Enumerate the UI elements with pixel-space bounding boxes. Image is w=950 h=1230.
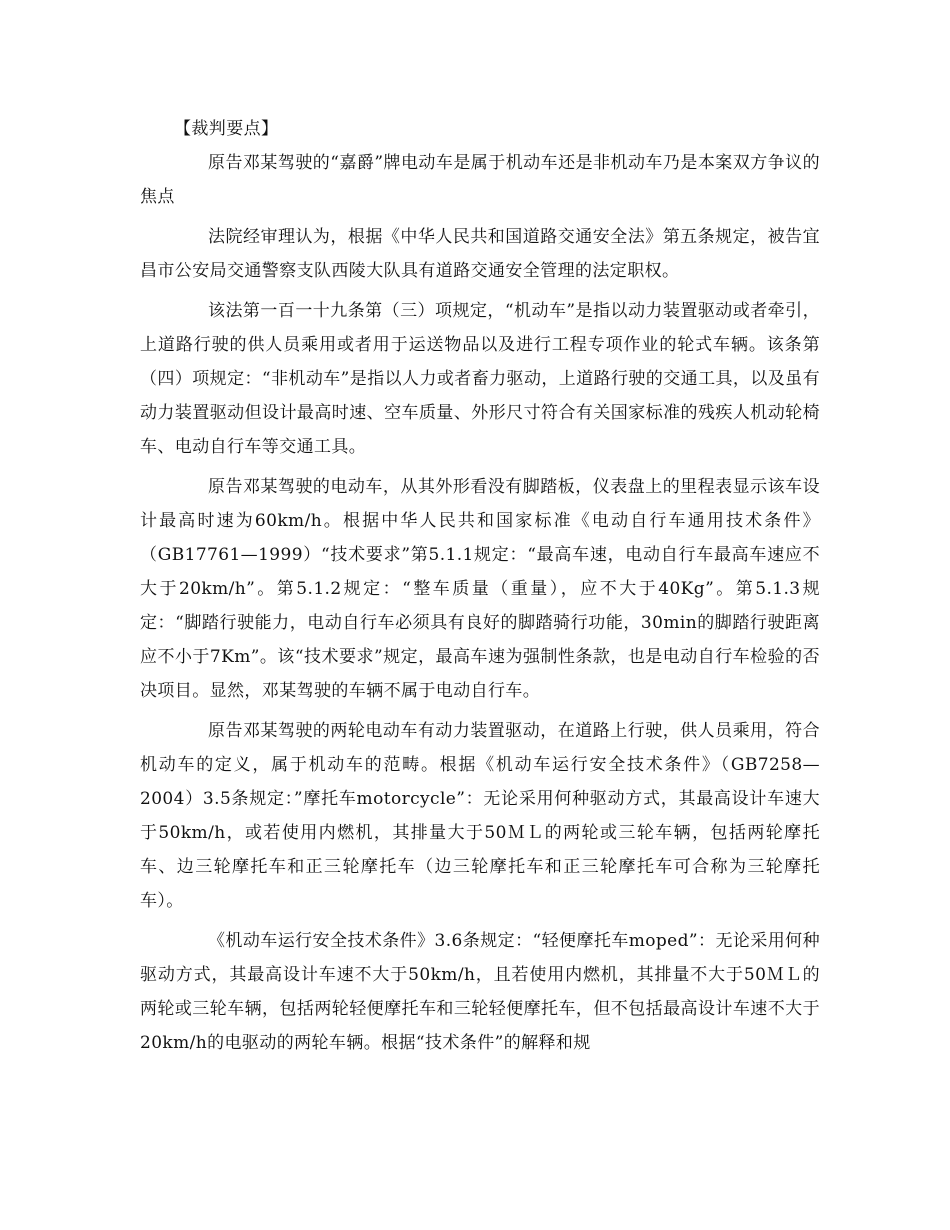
paragraph-dispute-focus: 原告邓某驾驶的“嘉爵”牌电动车是属于机动车还是非机动车乃是本案双方争议的焦点: [140, 153, 820, 207]
section-heading: 【裁判要点】: [174, 119, 279, 139]
paragraph-moped-definition: 《机动车运行安全技术条件》3.6条规定：“轻便摩托车moped”：无论采用何种驱动方式，其最高设计车速不大于50km/h，且若使用内燃机，其排量不大于50ＭＬ的两轮或三轮车辆，包括两轮轻便摩托车和三轮轻便摩托车，但不包括最高设计车速不大于20km/h的电驱动的两轮车辆。根据“技术条件”的解释和规: [140, 931, 820, 1053]
document-body: [140, 112, 820, 1066]
paragraph-court-authority: 法院经审理认为，根据《中华人民共和国道路交通安全法》第五条规定，被告宜昌市公安局交通警察支队西陵大队具有道路交通安全管理的法定职权。: [140, 227, 820, 281]
paragraph-motorcycle-definition: 原告邓某驾驶的两轮电动车有动力装置驱动，在道路上行驶，供人员乘用，符合机动车的定义，属于机动车的范畴。根据《机动车运行安全技术条件》（GB7258—2004）3.5条规定：”摩托车motorcycle”：无论采用何种驱动方式，其最高设计车速大于50km/h，或若使用内燃机，其排量大于50ＭＬ的两轮或三轮车辆，包括两轮摩托车、边三轮摩托车和正三轮摩托车（边三轮摩托车和正三轮摩托车可合称为三轮摩托车）。: [140, 721, 820, 911]
paragraph-vehicle-definitions: 该法第一百一十九条第（三）项规定，“机动车”是指以动力装置驱动或者牵引，上道路行驶的供人员乘用或者用于运送物品以及进行工程专项作业的轮式车辆。该条第（四）项规定：“非机动车”是指以人力或者畜力驱动，上道路行驶的交通工具，以及虽有动力装置驱动但设计最高时速、空车质量、外形尺寸符合有关国家标准的残疾人机动轮椅车、电动自行车等交通工具。: [140, 301, 820, 457]
paragraph-electric-bicycle-standard: 原告邓某驾驶的电动车，从其外形看没有脚踏板，仪表盘上的里程表显示该车设计最高时速为60km/h。根据中华人民共和国家标准《电动自行车通用技术条件》（GB17761—1999）“技术要求”第5.1.1规定：“最高车速，电动自行车最高车速应不大于20km/h”。第5.1.2规定：“整车质量（重量），应不大于40Kg”。第5.1.3规定：“脚踏行驶能力，电动自行车必须具有良好的脚踏骑行功能，30min的脚踏行驶距离应不小于7Km”。该“技术要求”规定，最高车速为强制性条款，也是电动自行车检验的否决项目。显然，邓某驾驶的车辆不属于电动自行车。: [140, 477, 820, 701]
